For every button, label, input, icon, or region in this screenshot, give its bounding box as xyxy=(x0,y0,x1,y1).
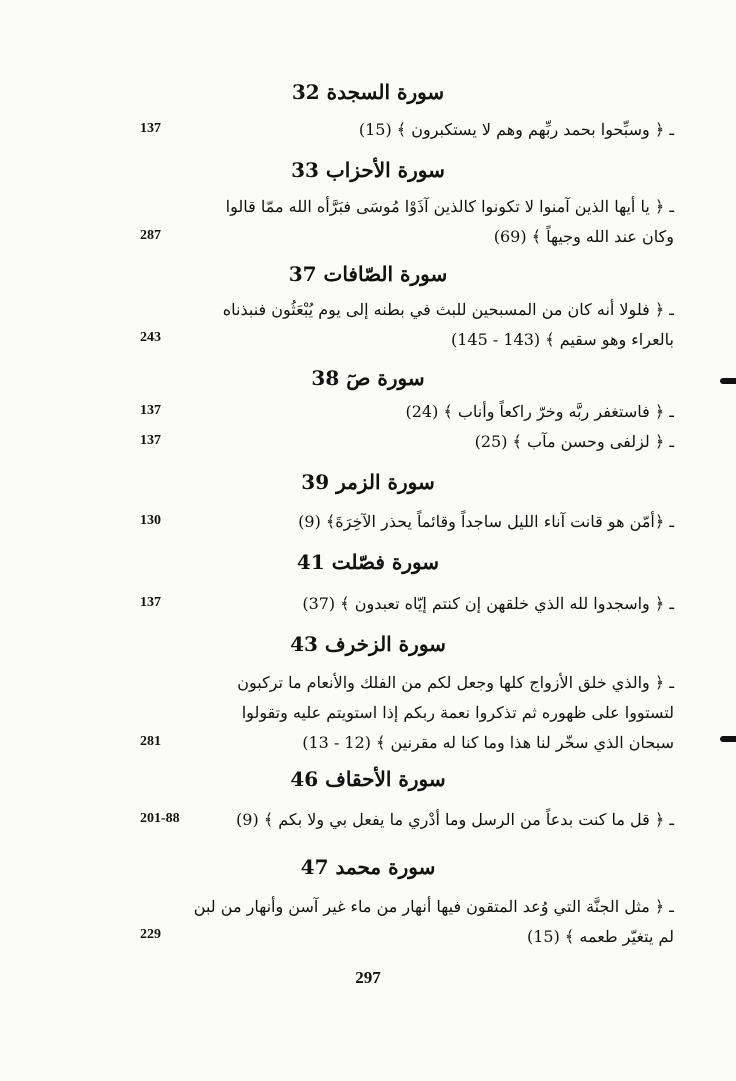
surah-heading: سورة السجدة 32 xyxy=(291,80,445,104)
verse-line: وكان عند الله وجيهاً ﴾ (69) xyxy=(493,227,674,246)
surah-heading: سورة فصّلت 41 xyxy=(296,550,440,574)
verse-line: ـ ﴿ لزلفى وحسن مآب ﴾ (25) xyxy=(474,432,674,451)
verse-line: ـ ﴿ والذي خلق الأزواج كلها وجعل لكم من الفلك والأنعام ما تركبون xyxy=(237,673,674,692)
scan-mark xyxy=(720,378,736,384)
verse-line: سبحان الذي سخّر لنا هذا وما كنا له مقرنين ﴾ (12 - 13) xyxy=(302,733,674,752)
page-reference: 243 xyxy=(140,330,161,345)
verse-line: ـ ﴿ قل ما كنت بدعاً من الرسل وما أدْري ما يفعل بي ولا بكم ﴾ (9) xyxy=(236,810,674,829)
surah-heading: سورة محمد 47 xyxy=(300,855,436,879)
verse-line: لم يتغيّر طعمه ﴾ (15) xyxy=(526,927,674,946)
page-reference: 137 xyxy=(140,121,161,136)
surah-heading: سورة الصّافات 37 xyxy=(288,262,448,286)
verse-line: ـ ﴿ فاستغفر ربَّه وخرّ راكعاً وأناب ﴾ (24) xyxy=(405,402,674,421)
page-reference: 281 xyxy=(140,734,161,749)
verse-line: ـ ﴿ يا أيها الذين آمنوا لا تكونوا كالذين آذَوْا مُوسَى فبَرَّأه الله ممّا قالوا xyxy=(225,197,674,216)
verse-line: ـ ﴿ فلولا أنه كان من المسبحين للبث في بطنه إلى يوم يُبْعَثُون فنبذناه xyxy=(222,300,674,319)
page-reference: 137 xyxy=(140,595,161,610)
page-reference: 137 xyxy=(140,403,161,418)
verse-line: بالعراء وهو سقيم ﴾ (143 - 145) xyxy=(450,330,674,349)
surah-heading: سورة الزخرف 43 xyxy=(290,632,446,656)
surah-heading: سورة الأحقاف 46 xyxy=(290,767,446,791)
page-reference: 201-88 xyxy=(140,811,180,826)
page-reference: 229 xyxy=(140,927,161,942)
surah-heading: سورة الأحزاب 33 xyxy=(291,158,445,182)
verse-line: لتستووا على ظهوره ثم تذكروا نعمة ربكم إذا استويتم عليه وتقولوا xyxy=(241,703,674,722)
surah-heading: سورة الزمر 39 xyxy=(301,470,435,494)
verse-line: ـ ﴿ مثل الجنَّة التي وُعد المتقون فيها أنهار من ماء غير آسن وأنهار من لبن xyxy=(193,897,674,916)
verse-line: ـ ﴿ واسجدوا لله الذي خلقهن إن كنتم إيّاه تعبدون ﴾ (37) xyxy=(302,594,674,613)
page-reference: 287 xyxy=(140,228,161,243)
surah-heading: سورة صٓ 38 xyxy=(311,366,425,390)
page-reference: 137 xyxy=(140,433,161,448)
scan-mark xyxy=(720,736,736,742)
page-reference: 130 xyxy=(140,513,161,528)
verse-line: ـ ﴿ وسبِّحوا بحمد ربِّهم وهم لا يستكبرون ﴾ (15) xyxy=(358,120,674,139)
verse-line: ـ ﴿أمّن هو قانت آناء الليل ساجداً وقائماً يحذر الآخِرَةَ﴾ (9) xyxy=(298,512,674,531)
page-number: 297 xyxy=(355,968,381,987)
